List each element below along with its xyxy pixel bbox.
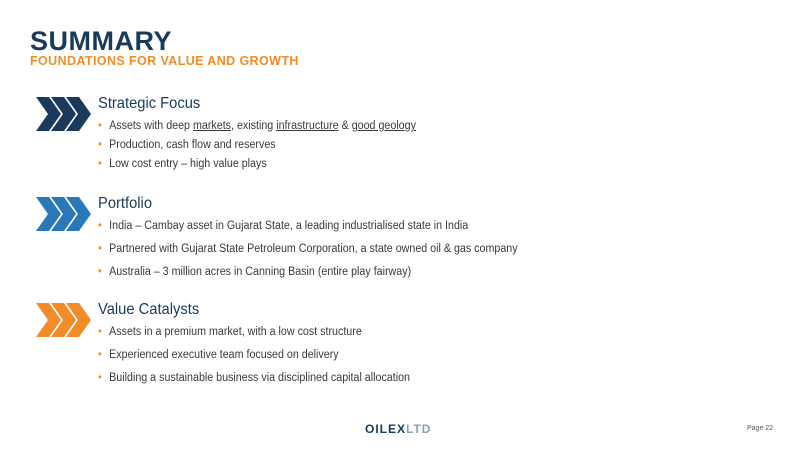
- bullet-item: [98, 263, 518, 286]
- chevron-arrows-icon: [36, 197, 92, 231]
- bullet-item: [98, 369, 410, 392]
- bullet-item: [98, 346, 410, 369]
- bullet-dot-icon: •: [98, 220, 102, 232]
- underlined-term[interactable]: markets: [192, 120, 232, 132]
- bullet-text: Low cost entry – high value plays: [109, 158, 267, 170]
- bullet-item: [98, 323, 410, 346]
- bullet-dot-icon: •: [98, 349, 102, 361]
- page-number: Page 22: [747, 425, 774, 432]
- bullet-list: [98, 323, 433, 392]
- logo-main: OILEX: [365, 422, 407, 436]
- bullet-text: Assets with deep: [109, 120, 193, 132]
- bullet-text: India – Cambay asset in Gujarat State, a leading industrialised state in India: [109, 220, 469, 232]
- bullet-dot-icon: •: [98, 243, 102, 255]
- section-heading: Strategic Focus: [98, 95, 201, 112]
- bullet-dot-icon: •: [98, 158, 102, 170]
- bullet-dot-icon: •: [98, 372, 102, 384]
- bullet-dot-icon: •: [98, 120, 102, 132]
- bullet-item: [98, 217, 518, 240]
- bullet-dot-icon: •: [98, 266, 102, 278]
- bullet-list: [98, 217, 549, 286]
- bullet-list: [98, 117, 440, 174]
- bullet-text: Experienced executive team focused on delivery: [109, 349, 339, 361]
- slide-subtitle: FOUNDATIONS FOR VALUE AND GROWTH: [30, 54, 299, 68]
- bullet-text: Production, cash flow and reserves: [109, 139, 276, 151]
- bullet-item: [98, 155, 416, 174]
- chevron-arrows-icon: [36, 303, 92, 337]
- bullet-item: [98, 240, 518, 263]
- bullet-item: [98, 136, 416, 155]
- bullet-text: Building a sustainable business via disciplined capital allocation: [109, 372, 411, 384]
- bullet-text: &: [338, 120, 352, 132]
- bullet-text: Australia – 3 million acres in Canning Basin (entire play fairway): [109, 266, 412, 278]
- logo-suffix: LTD: [406, 422, 432, 436]
- underlined-term[interactable]: good geology: [351, 120, 416, 132]
- bullet-dot-icon: •: [98, 139, 102, 151]
- slide-title: SUMMARY: [30, 26, 172, 56]
- company-logo: [365, 422, 431, 436]
- section-heading: Value Catalysts: [98, 301, 200, 318]
- underlined-term[interactable]: infrastructure: [276, 120, 339, 132]
- bullet-dot-icon: •: [98, 326, 102, 338]
- bullet-item: [98, 117, 416, 136]
- bullet-text: Partnered with Gujarat State Petroleum Corporation, a state owned oil & gas company: [109, 243, 518, 255]
- bullet-text: , existing: [231, 120, 277, 132]
- chevron-arrows-icon: [36, 97, 92, 131]
- section-heading: Portfolio: [98, 195, 153, 212]
- bullet-text: Assets in a premium market, with a low cost structure: [109, 326, 362, 338]
